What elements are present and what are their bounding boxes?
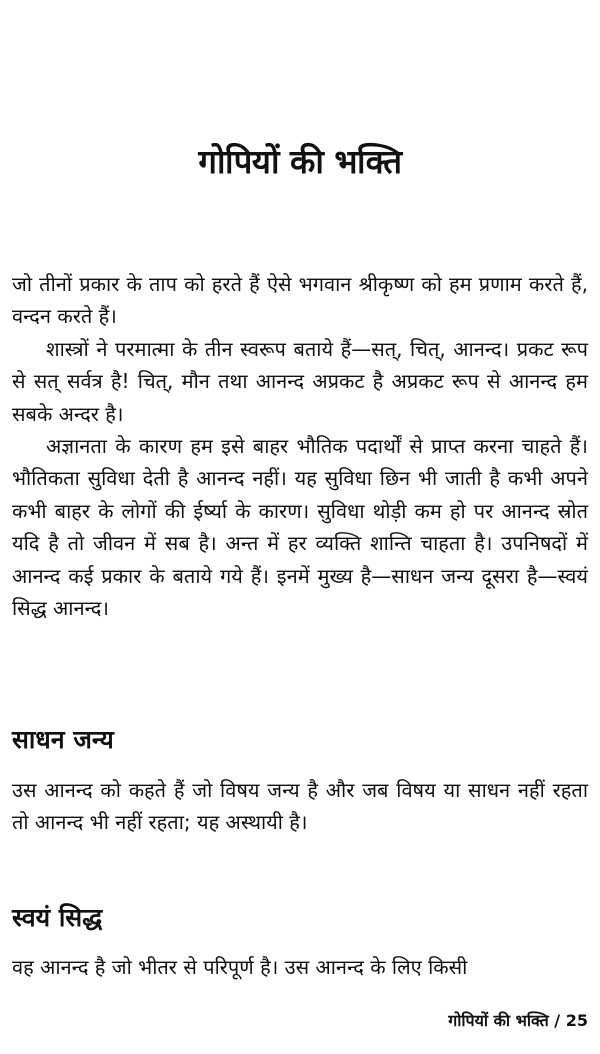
section-text-swayam-siddh (12, 951, 588, 983)
intro-paragraph-1: जो तीनों प्रकार के ताप को हरते हैं ऐसे भगवान श्रीकृष्ण को हम प्रणाम करते हैं, वन्दन करते हैं। (12, 272, 588, 329)
section-heading-swayam-siddh: स्वयं सिद्ध (12, 903, 103, 932)
chapter-title: गोपियों की भक्ति (198, 142, 402, 181)
page-footer: गोपियों की भक्ति / 25 (448, 1011, 588, 1030)
intro-paragraph-2: शास्त्रों ने परमात्मा के तीन स्वरूप बताये हैं—सत्, चित्, आनन्द। प्रकट रूप से सत् सर्वत्र है! चित्, मौन तथा आनन्द अप्रकट है अप्रकट रूप से आनन्द हम सबके अन्दर है। (12, 336, 588, 426)
intro-paragraph-3: अज्ञानता के कारण हम इसे बाहर भौतिक पदार्थों से प्राप्त करना चाहते हैं। भौतिकता सुविधा देती है आनन्द नहीं। यह सुविधा छिन भी जाती है कभी अपने कभी बाहर के लोगों की ईर्ष्या के कारण। सुविधा थोड़ी कम हो पर आनन्द स्रोत यदि है तो जीवन में सब है। अन्त में हर व्यक्ति शान्ति चाहता है। उपनिषदों में आनन्द कई प्रकार के बताये गये हैं। इनमें मुख्य है—साधन जन्य दूसरा है—स्वयं सिद्ध आनन्द। (12, 434, 588, 621)
section-text-sadhan-janya (12, 774, 588, 839)
intro-text-block (12, 268, 588, 624)
sadhan-janya-paragraph: उस आनन्द को कहते हैं जो विषय जन्य है और जब विषय या साधन नहीं रहता तो आनन्द भी नहीं रहता; यह अस्थायी है। (12, 778, 588, 835)
swayam-siddh-paragraph: वह आनन्द है जो भीतर से परिपूर्ण है। उस आनन्द के लिए किसी (12, 955, 468, 979)
section-heading-sadhan-janya: साधन जन्य (12, 725, 114, 754)
